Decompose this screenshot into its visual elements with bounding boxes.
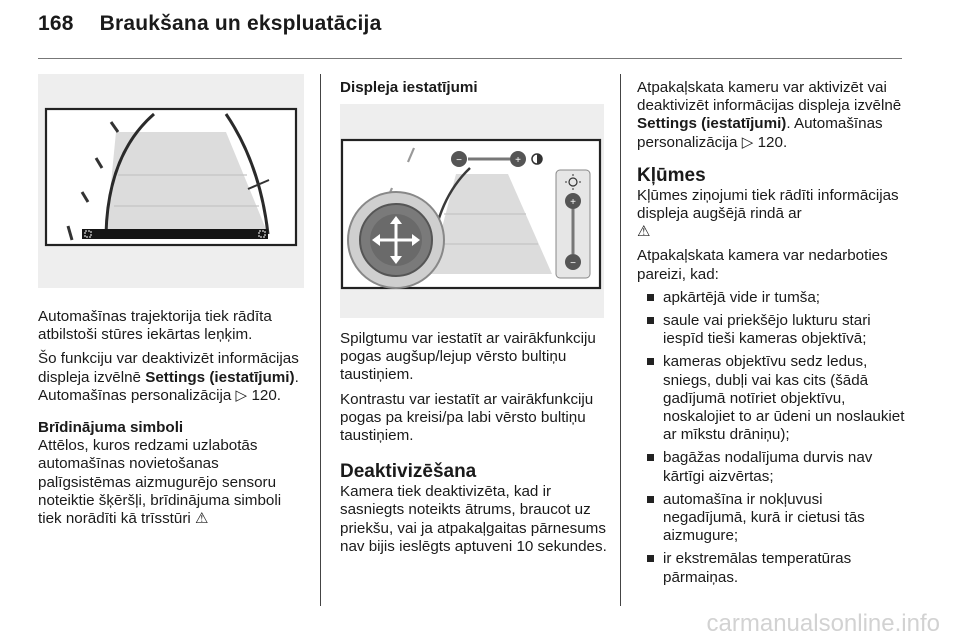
list-item: kameras objektīvu sedz ledus, sniegs, dubļi vai kas cits (šādā gadījumā notīriet objektīvu, noskalojiet to ar ūdeni un noslaukiet ar mīkstu drāniņu);	[637, 353, 905, 444]
page-title: Braukšana un ekspluatācija	[99, 12, 382, 35]
warning-triangle-icon: ⚠	[637, 223, 651, 241]
warning-symbols-paragraph: Attēlos, kuros redzami uzlabotās automašīnas novietošanas palīgsistēmas aizmugurējo sensoru noteiktie šķēršļi, brīdinājuma simboli tiek norādīti kā trīsstūri ⚠	[38, 437, 282, 528]
contrast-paragraph: Kontrastu var iestatīt ar vairākfunkciju pogas pa kreisi/pa labi vērsto bultiņu taustiņiem.	[340, 390, 594, 445]
column-2	[340, 330, 608, 556]
bullet-icon	[647, 358, 654, 365]
list-item: apkārtējā vide ir tumša;	[637, 289, 905, 307]
svg-text:−: −	[456, 155, 462, 166]
column-divider-2	[620, 74, 621, 606]
page-ref-icon: ▷	[741, 133, 754, 151]
bullet-icon	[647, 294, 654, 301]
display-settings-heading-wrap	[340, 79, 606, 97]
trajectory-illustration	[38, 74, 304, 288]
deactivation-heading: Deaktivizēšana	[340, 461, 477, 483]
svg-text:+: +	[515, 155, 521, 166]
malfunction-intro: Atpakaļskata kamera var nedarboties pareizi, kad:	[637, 247, 888, 283]
column-3	[637, 79, 905, 587]
trajectory-paragraph: Automašīnas trajektorija tiek rādīta atbilstoši stūres iekārtas leņķim.	[38, 308, 272, 344]
faults-paragraph: Kļūmes ziņojumi tiek rādīti informācijas displeja augšējā rindā ar ⚠	[637, 186, 899, 241]
svg-text:+: +	[570, 197, 576, 208]
column-divider-1	[320, 74, 321, 606]
brightness-paragraph: Spilgtumu var iestatīt ar vairākfunkciju pogas augšup/lejup vērsto bultiņu taustiņiem.	[340, 330, 596, 384]
warning-triangle-icon: ⚠	[195, 510, 209, 528]
page-number: 168	[38, 12, 74, 35]
deactivate-paragraph: Šo funkciju var deaktivizēt informācijas displeja izvēlnē Settings (iestatījumi). Automašīnas personalizācija ▷ 120.	[38, 350, 299, 404]
list-item: saule vai priekšējo lukturu stari iespīd tieši kameras objektīvā;	[637, 312, 905, 348]
svg-text:−: −	[570, 258, 576, 269]
page-ref: 120.	[251, 386, 282, 404]
deactivation-paragraph: Kamera tiek deaktivizēta, kad ir sasniegts noteikts ātrums, braucot uz priekšu, vai ja atpakaļgaitas pārnesums nav bijis ieslēgts aptuveni 10 sekundes.	[340, 483, 607, 555]
bullet-icon	[647, 496, 654, 503]
page-header	[38, 12, 381, 36]
watermark: carmanualsonline.info	[706, 610, 940, 637]
settings-menu-ref: Settings (iestatījumi)	[145, 368, 295, 386]
header-rule	[38, 58, 902, 59]
list-item: bagāžas nodalījuma durvis nav kārtīgi aizvērtas;	[637, 449, 905, 485]
bullet-icon	[647, 317, 654, 324]
page-ref: 120.	[757, 133, 788, 151]
faults-heading: Kļūmes	[637, 164, 706, 186]
bullet-icon	[647, 555, 654, 562]
settings-menu-ref: Settings (iestatījumi)	[637, 115, 787, 133]
list-item: ir ekstremālas temperatūras pārmaiņas.	[637, 550, 905, 586]
list-item: automašīna ir nokļuvusi negadījumā, kurā ir cietusi tās aizmugure;	[637, 491, 905, 546]
camera-toggle-paragraph: Atpakaļskata kameru var aktivizēt vai deaktivizēt informācijas displeja izvēlnē Settings (iestatījumi). Automašīnas personalizācija ▷ 120.	[637, 79, 902, 151]
column-1	[38, 308, 306, 528]
display-settings-illustration	[340, 104, 604, 318]
page-ref-icon: ▷	[235, 386, 248, 404]
display-settings-heading: Displeja iestatījumi	[340, 79, 478, 96]
warning-symbols-heading: Brīdinājuma simboli	[38, 419, 184, 437]
bullet-icon	[647, 454, 654, 461]
